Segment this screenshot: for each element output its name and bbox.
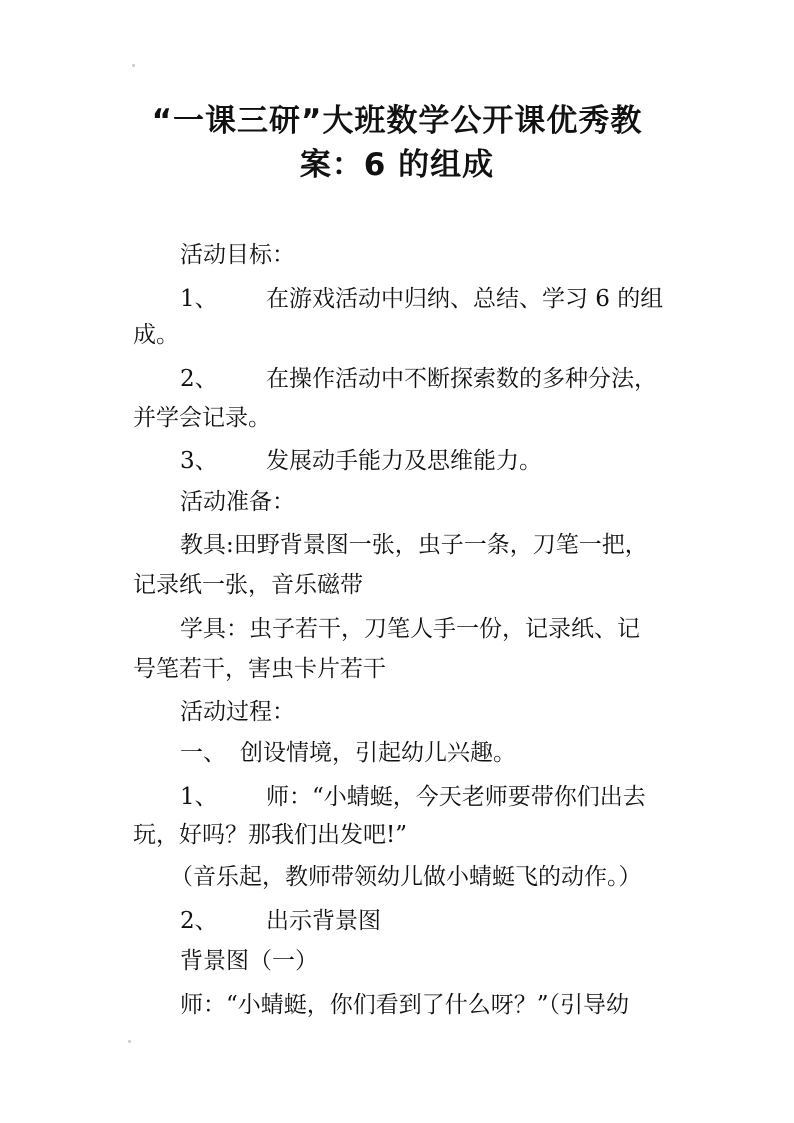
teacher-tools: 教具:田野背景图一张，虫子一条，刀笔一把， — [180, 532, 648, 558]
scan-speck — [132, 64, 135, 67]
goal-1 — [180, 284, 663, 314]
document-title-line1: “一课三研”大班数学公开课优秀教 — [151, 103, 643, 139]
goal-1-continued: 成。 — [133, 322, 179, 348]
goal-3-text: 发展动手能力及思维能力。 — [266, 448, 542, 474]
document-title-line2: 案：6 的组成 — [299, 147, 495, 183]
process-heading: 活动过程： — [180, 699, 295, 725]
sub-step-1-text: 师：“小蜻蜓，今天老师要带你们出去 — [266, 784, 646, 810]
goal-1-text: 在游戏活动中归纳、总结、学习 6 的组 — [266, 286, 664, 312]
goal-1-number: 1、 — [180, 286, 218, 312]
preparation-heading: 活动准备： — [180, 489, 295, 515]
teacher-question: 师：“小蜻蜓，你们看到了什么呀？”（引导幼 — [180, 992, 630, 1018]
goal-2-text: 在操作活动中不断探索数的多种分法， — [266, 366, 657, 392]
goal-2 — [180, 364, 657, 394]
goal-2-number: 2、 — [180, 366, 218, 392]
goal-3 — [180, 446, 542, 476]
sub-step-1-note: （音乐起，教师带领幼儿做小蜻蜓飞的动作。） — [170, 864, 642, 890]
goal-3-number: 3、 — [180, 448, 218, 474]
step-1-number: 一、 — [180, 740, 226, 766]
step-1 — [180, 738, 516, 768]
background-image-label: 背景图（一） — [180, 948, 318, 974]
goal-2-continued: 并学会记录。 — [133, 405, 271, 431]
sub-step-1 — [180, 782, 646, 812]
scan-speck — [128, 1040, 131, 1043]
goals-heading: 活动目标： — [180, 242, 295, 268]
sub-step-2 — [180, 906, 381, 936]
sub-step-2-text: 出示背景图 — [266, 908, 381, 934]
teacher-tools-continued: 记录纸一张，音乐磁带 — [133, 572, 363, 598]
step-1-text: 创设情境，引起幼儿兴趣。 — [240, 740, 516, 766]
student-tools: 学具：虫子若干，刀笔人手一份，记录纸、记 — [180, 616, 640, 642]
sub-step-1-number: 1、 — [180, 784, 218, 810]
student-tools-continued: 号笔若干，害虫卡片若干 — [133, 656, 386, 682]
sub-step-1-continued: 玩，好吗？那我们出发吧!” — [133, 822, 408, 848]
sub-step-2-number: 2、 — [180, 908, 218, 934]
